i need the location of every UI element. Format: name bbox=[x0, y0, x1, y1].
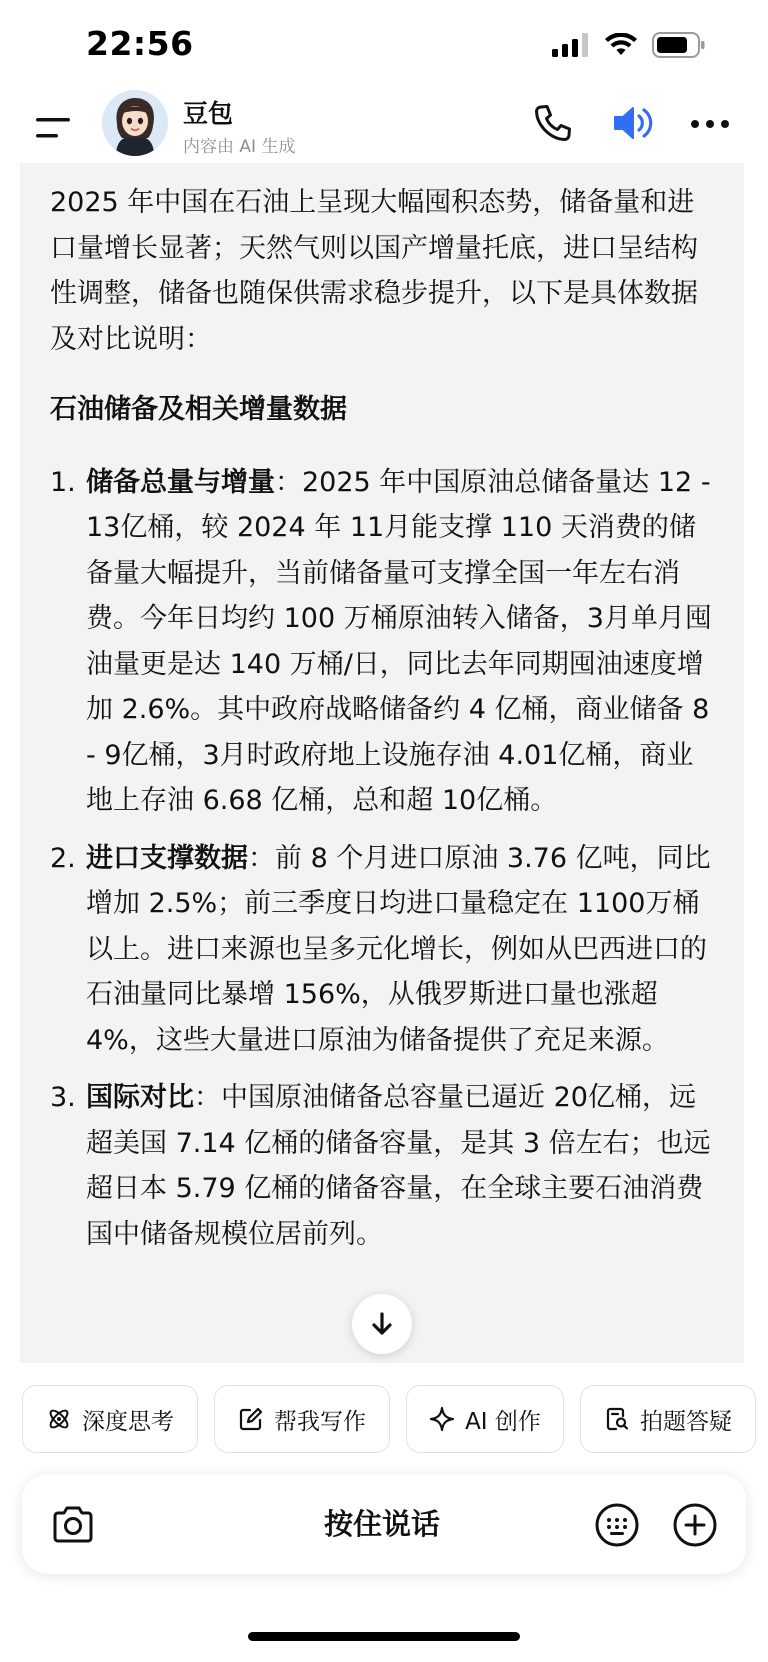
chip-label: AI 创作 bbox=[465, 1408, 541, 1435]
deep-think-button[interactable] bbox=[22, 1385, 198, 1453]
quick-actions bbox=[0, 1385, 768, 1455]
atom-icon bbox=[46, 1406, 72, 1432]
assistant-message bbox=[20, 163, 744, 1363]
sparkle-icon bbox=[429, 1406, 455, 1432]
status-icons bbox=[552, 32, 706, 58]
avatar[interactable] bbox=[102, 90, 168, 156]
ai-generated-note: 内容由 AI 生成 bbox=[183, 137, 296, 157]
camera-icon[interactable] bbox=[50, 1504, 96, 1546]
item-number: 3. bbox=[50, 1082, 76, 1113]
item-text: ：2025 年中国原油总储备量达 12 - 13亿桶，较 2024 年 11月能支撑 110 天消费的储备量大幅提升，当前储备量可支撑全国一年左右消费。今年日均约 100 万桶原油转入储备，3月单月囤油量更是达 140 万桶/日，同比去年同期囤油速度增加 2.6%。其中政府战略储备约 4 亿桶，商业储备 8 - 9亿桶，3月时政府地上设施存油 4.01亿桶，商业地上存油 6.68 亿桶，总和超 10亿桶。 bbox=[86, 466, 712, 816]
chip-label: 深度思考 bbox=[82, 1408, 174, 1435]
more-icon[interactable] bbox=[690, 114, 730, 134]
edit-icon bbox=[238, 1406, 264, 1432]
item-text: ：前 8 个月进口原油 3.76 亿吨，同比增加 2.5%；前三季度日均进口量稳定在 1100万桶以上。进口来源也呈多元化增长，例如从巴西进口的石油量同比暴增 156%，从俄罗斯进口量也涨超 4%，这些大量进口原油为储备提供了充足来源。 bbox=[86, 842, 711, 1056]
section-title: 石油储备及相关增量数据 bbox=[50, 394, 347, 425]
help-write-button[interactable] bbox=[214, 1385, 390, 1453]
wifi-icon bbox=[604, 33, 638, 57]
item-text: ：中国原油储备总容量已逼近 20亿桶，远超美国 7.14 亿桶的储备容量，是其 3 倍左右；也远超日本 5.79 亿桶的储备容量，在全球主要石油消费国中储备规模位居前列。 bbox=[86, 1082, 711, 1250]
item-number: 2. bbox=[50, 842, 76, 874]
battery-icon bbox=[652, 32, 706, 58]
search-doc-icon bbox=[604, 1406, 630, 1432]
menu-icon[interactable] bbox=[34, 112, 74, 144]
phone-icon[interactable] bbox=[532, 102, 574, 144]
cellular-signal-icon bbox=[552, 33, 590, 57]
chip-label: 拍题答疑 bbox=[640, 1408, 732, 1435]
item-title: 储备总量与增量 bbox=[86, 466, 275, 498]
bot-name: 豆包 bbox=[183, 99, 234, 128]
item-title: 进口支撑数据 bbox=[86, 842, 248, 874]
scroll-to-bottom-button[interactable] bbox=[352, 1294, 412, 1354]
speaker-icon[interactable] bbox=[611, 102, 655, 144]
hold-to-talk-button[interactable]: 按住说话 bbox=[323, 1507, 440, 1541]
keyboard-icon[interactable] bbox=[594, 1502, 640, 1548]
item-title: 国际对比 bbox=[86, 1082, 194, 1113]
home-indicator bbox=[248, 1632, 520, 1641]
chip-label: 帮我写作 bbox=[274, 1408, 366, 1435]
avatar-portrait-icon bbox=[102, 90, 168, 156]
status-time: 22:56 bbox=[86, 24, 194, 63]
status-bar bbox=[0, 0, 768, 88]
item-list bbox=[50, 460, 716, 1258]
list-item bbox=[50, 1075, 716, 1257]
item-number: 1. bbox=[50, 466, 76, 498]
photo-question-button[interactable] bbox=[580, 1385, 756, 1453]
plus-icon[interactable] bbox=[672, 1502, 718, 1548]
arrow-down-icon bbox=[368, 1310, 396, 1338]
list-item bbox=[50, 460, 716, 824]
ai-create-button[interactable] bbox=[406, 1385, 564, 1453]
input-bar bbox=[22, 1474, 746, 1574]
chat-header bbox=[0, 88, 768, 168]
message-intro: 2025 年中国在石油上呈现大幅囤积态势，储备量和进口量增长显著；天然气则以国产增量托底，进口呈结构性调整，储备也随保供需求稳步提升，以下是具体数据及对比说明： bbox=[50, 187, 698, 355]
list-item bbox=[50, 836, 716, 1064]
